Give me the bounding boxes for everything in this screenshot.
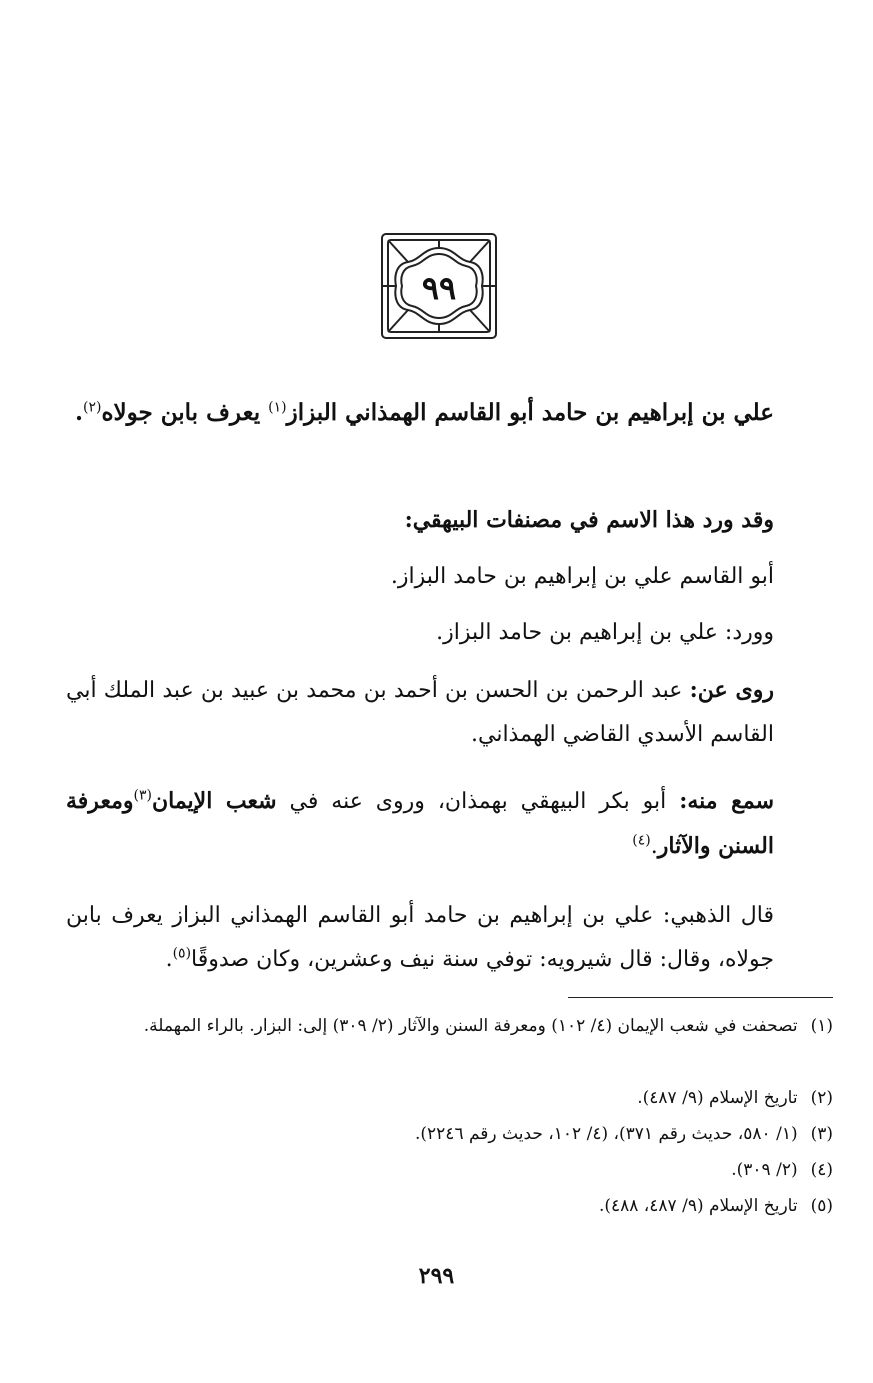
footnote-5 (40, 1190, 833, 1222)
narrated-from-paragraph (66, 668, 774, 757)
entry-name: علي بن إبراهيم بن حامد أبو القاسم الهمذاني البزاز (286, 399, 774, 426)
footnote-ref-5[interactable]: (٥) (172, 945, 192, 962)
footnote-4 (40, 1154, 833, 1186)
heading-end: . (74, 399, 83, 426)
narrated-from-text: عبد الرحمن بن الحسن بن أحمد بن محمد بن عبيد بن عبد الملك أبي القاسم الأسدي القاضي الهمذاني. (66, 678, 774, 747)
footnote-2 (40, 1082, 833, 1114)
heard-from-text: أبو بكر البيهقي بهمذان، وروى عنه في (289, 789, 667, 814)
footnote-3 (40, 1118, 833, 1150)
book-title-marifa: ومعرفة السنن والآثار (66, 788, 774, 859)
footnote-number: (٢) (810, 1088, 833, 1108)
occurrence-1: أبو القاسم علي بن إبراهيم بن حامد البزاز. (390, 564, 774, 589)
footnote-text: (٢/ ٣٠٩). (731, 1160, 798, 1180)
entry-heading (66, 388, 774, 438)
footnote-divider (568, 997, 833, 998)
footnote-ref-2[interactable]: (٢) (83, 399, 102, 416)
footnote-number: (٤) (810, 1160, 833, 1180)
footnote-number: (٥) (810, 1196, 833, 1216)
book-title-shuab: شعب الإيمان (151, 788, 277, 814)
occurrence-2: وورد: علي بن إبراهيم بن حامد البزاز. (436, 620, 774, 645)
dhahabi-text: قال الذهبي: علي بن إبراهيم بن حامد أبو القاسم الهمذاني البزاز يعرف بابن جولاه، وقال: قال شيرويه: توفي سنة نيف وعشرين، وكان صدوقًا (66, 903, 774, 972)
narrated-from-label: روى عن: (689, 677, 774, 703)
entry-nickname: يعرف بابن جولاه (101, 399, 261, 426)
dhahabi-end: . (165, 947, 173, 972)
footnote-ref-4[interactable]: (٤) (632, 832, 651, 849)
footnote-ref-3[interactable]: (٣) (133, 787, 152, 804)
footnote-text: تاريخ الإسلام (٩/ ٤٨٧). (637, 1088, 798, 1108)
heard-from-paragraph (66, 779, 774, 869)
footnote-text: تاريخ الإسلام (٩/ ٤٨٧، ٤٨٨). (598, 1196, 798, 1216)
heard-from-end: . (650, 834, 658, 859)
footnote-text: (١/ ٥٨٠، حديث رقم ٣٧١)، (٤/ ١٠٢، حديث رقم ٢٢٤٦). (415, 1124, 798, 1144)
occurrence-title: وقد ورد هذا الاسم في مصنفات البيهقي: (404, 507, 774, 533)
footnote-1 (40, 1010, 833, 1042)
footnote-number: (٣) (810, 1124, 833, 1144)
footnote-text: تصحفت في شعب الإيمان (٤/ ١٠٢) ومعرفة السنن والآثار (٢/ ٣٠٩) إلى: البزار. بالراء المهملة. (143, 1016, 798, 1036)
footnote-number: (١) (810, 1016, 833, 1036)
page-number: ٢٩٩ (418, 1263, 455, 1289)
entry-number-badge (374, 228, 504, 344)
footnote-ref-1[interactable]: (١) (268, 399, 287, 416)
entry-number: ٩٩ (421, 269, 457, 307)
dhahabi-paragraph (66, 894, 774, 982)
heard-from-label: سمع منه: (679, 788, 775, 814)
